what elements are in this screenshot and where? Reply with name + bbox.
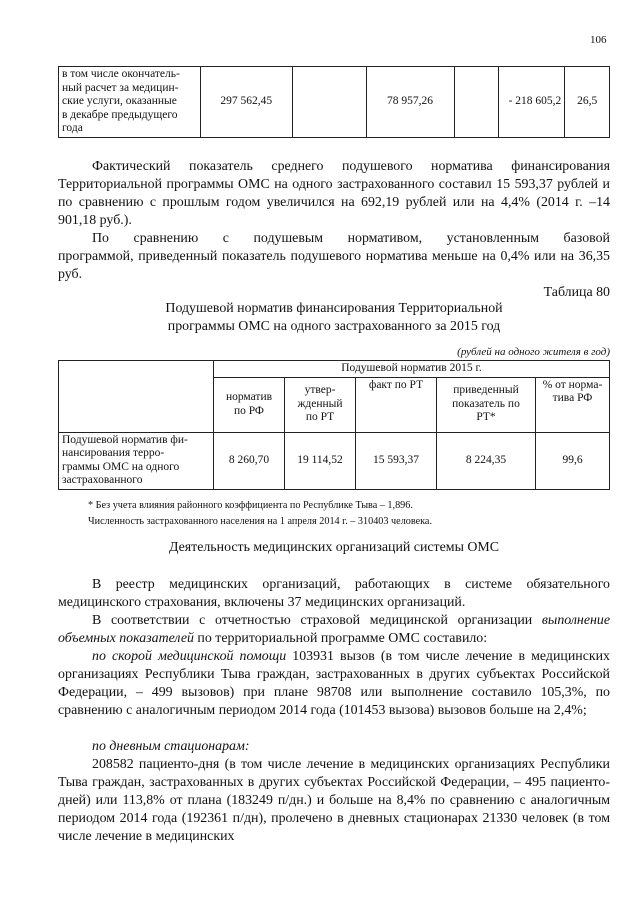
- italic-text: по дневным стационарам:: [92, 739, 250, 754]
- header-line: тива РФ: [552, 392, 593, 404]
- header-line: приведенный: [453, 384, 519, 397]
- value-cell: 19 114,52: [285, 432, 356, 489]
- top-table-val1: 297 562,45: [200, 67, 292, 138]
- table-row: [59, 432, 610, 489]
- header-line: жденный: [297, 397, 343, 410]
- group-header: Подушевой норматив 2015 г.: [214, 361, 610, 378]
- paragraph-ambulance: [58, 648, 610, 720]
- text: В соответствии с отчетностью страховой медицинской организации: [92, 613, 533, 628]
- header-line: норматив: [225, 391, 273, 403]
- header-line: по РТ: [305, 411, 335, 424]
- value-cell: 15 593,37: [356, 432, 437, 489]
- text: по территориальной программе ОМС составило:: [193, 631, 488, 646]
- paragraph-comparison-rest: программой, приведенный показатель подушевого норматива меньше на 0,4% или на 36,35 руб.: [58, 249, 610, 282]
- top-table-pct: 26,5: [565, 67, 610, 138]
- header-line: показатель по: [452, 397, 520, 410]
- italic-text: выполнение объемных показателей: [58, 613, 610, 646]
- header-line: по РФ: [233, 404, 265, 417]
- top-table-val2: 78 957,26: [366, 67, 454, 138]
- header-line: факт по РТ: [368, 378, 424, 391]
- row-label: [59, 432, 214, 489]
- value-cell: 99,6: [536, 432, 610, 489]
- label-line: ный расчет за медицин-: [62, 81, 179, 94]
- table-title-line2: программы ОМС на одного застрахованного за 2015 год: [167, 319, 501, 334]
- subheading-day-hospitals: [58, 738, 610, 756]
- footnote-population: Численность застрахованного населения на 1 апреля 2014 г. – 310403 человека.: [88, 516, 433, 527]
- table-title-line1: Подушевой норматив финансирования Территориальной: [165, 301, 503, 316]
- header-line: % от норма-: [542, 378, 603, 391]
- header-line: утвер-: [304, 384, 336, 397]
- top-table-empty: [292, 67, 366, 138]
- norm-table: [58, 360, 610, 490]
- footnote-coefficient: * Без учета влияния районного коэффициента по Республике Тыва – 1,896.: [88, 500, 413, 511]
- value-cell: 8 224,35: [437, 432, 536, 489]
- label-line: года: [62, 122, 83, 134]
- label-line: застрахованного: [62, 474, 143, 486]
- label-line: граммы ОМС на одного: [62, 460, 180, 473]
- text: 103931 вызов (в том числе лечение в медицинских организациях Республики Тыва граждан, застрахованных в других субъектах Российской Федерации, – 499 вызовов) при плане 98708 или выполнение составило 105,3%, по сравнению с аналогичным периодом 2014 года (101453 вызова) вызовов больше на 2,4%;: [58, 649, 610, 718]
- section-title: Деятельность медицинских организаций системы ОМС: [168, 540, 500, 555]
- page-number: 106: [590, 34, 607, 46]
- top-table: [58, 66, 610, 138]
- label-line: в том числе окончатель-: [62, 68, 180, 80]
- label-line: нансирования терро-: [62, 447, 165, 459]
- paragraph-avg-norm: Фактический показатель среднего подушевого норматива финансирования Территориальной программы ОМС на одного застрахованного составил 15 593,37 рублей и по сравнению с прошлым годом увеличился на 692,19 рублей или на 4,4% (2014 г. –14 901,18 руб.).: [58, 159, 610, 228]
- col-header: [214, 377, 285, 432]
- col-header: [536, 377, 610, 432]
- italic-text: по скорой медицинской помощи: [92, 649, 287, 664]
- col-header: [356, 377, 437, 432]
- label-line: ские услуги, оказанные: [62, 95, 177, 107]
- table-label: Таблица 80: [543, 285, 610, 300]
- table-row: [59, 67, 610, 138]
- top-table-label: [59, 67, 201, 138]
- header-line: РТ*: [476, 411, 496, 424]
- value-cell: 8 260,70: [214, 432, 285, 489]
- paragraph-comparison-line1: По сравнению с подушевым нормативом, установленным базовой: [92, 231, 610, 246]
- paragraph-day-hospitals: 208582 пациенто-дня (в том числе лечение в медицинских организациях Республики Тыва граждан, застрахованных в других субъектах Российской Федерации, – 495 пациенто-дней) или 113,8% от плана (183249 п/дн.) и больше на 8,4% по сравнению с аналогичным периодом 2014 года (192361 п/дн), пролечено в дневных стационарах 21330 человек (в том числе лечение в медицинских: [58, 757, 610, 844]
- paragraph-registry: В реестр медицинских организаций, работающих в системе обязательного медицинского страхования, включены 37 медицинских организаций.: [58, 577, 610, 610]
- paragraph-volume-intro: [58, 612, 610, 648]
- empty-header-cell: [59, 361, 214, 433]
- top-table-empty: [454, 67, 498, 138]
- table-row: [59, 361, 610, 378]
- label-line: Подушевой норматив фи-: [62, 433, 188, 446]
- col-header: [437, 377, 536, 432]
- label-line: в декабре предыдущего: [62, 108, 178, 121]
- top-table-val3: - 218 605,2: [498, 67, 564, 138]
- col-header: [285, 377, 356, 432]
- table-unit: (рублей на одного жителя в год): [457, 346, 610, 358]
